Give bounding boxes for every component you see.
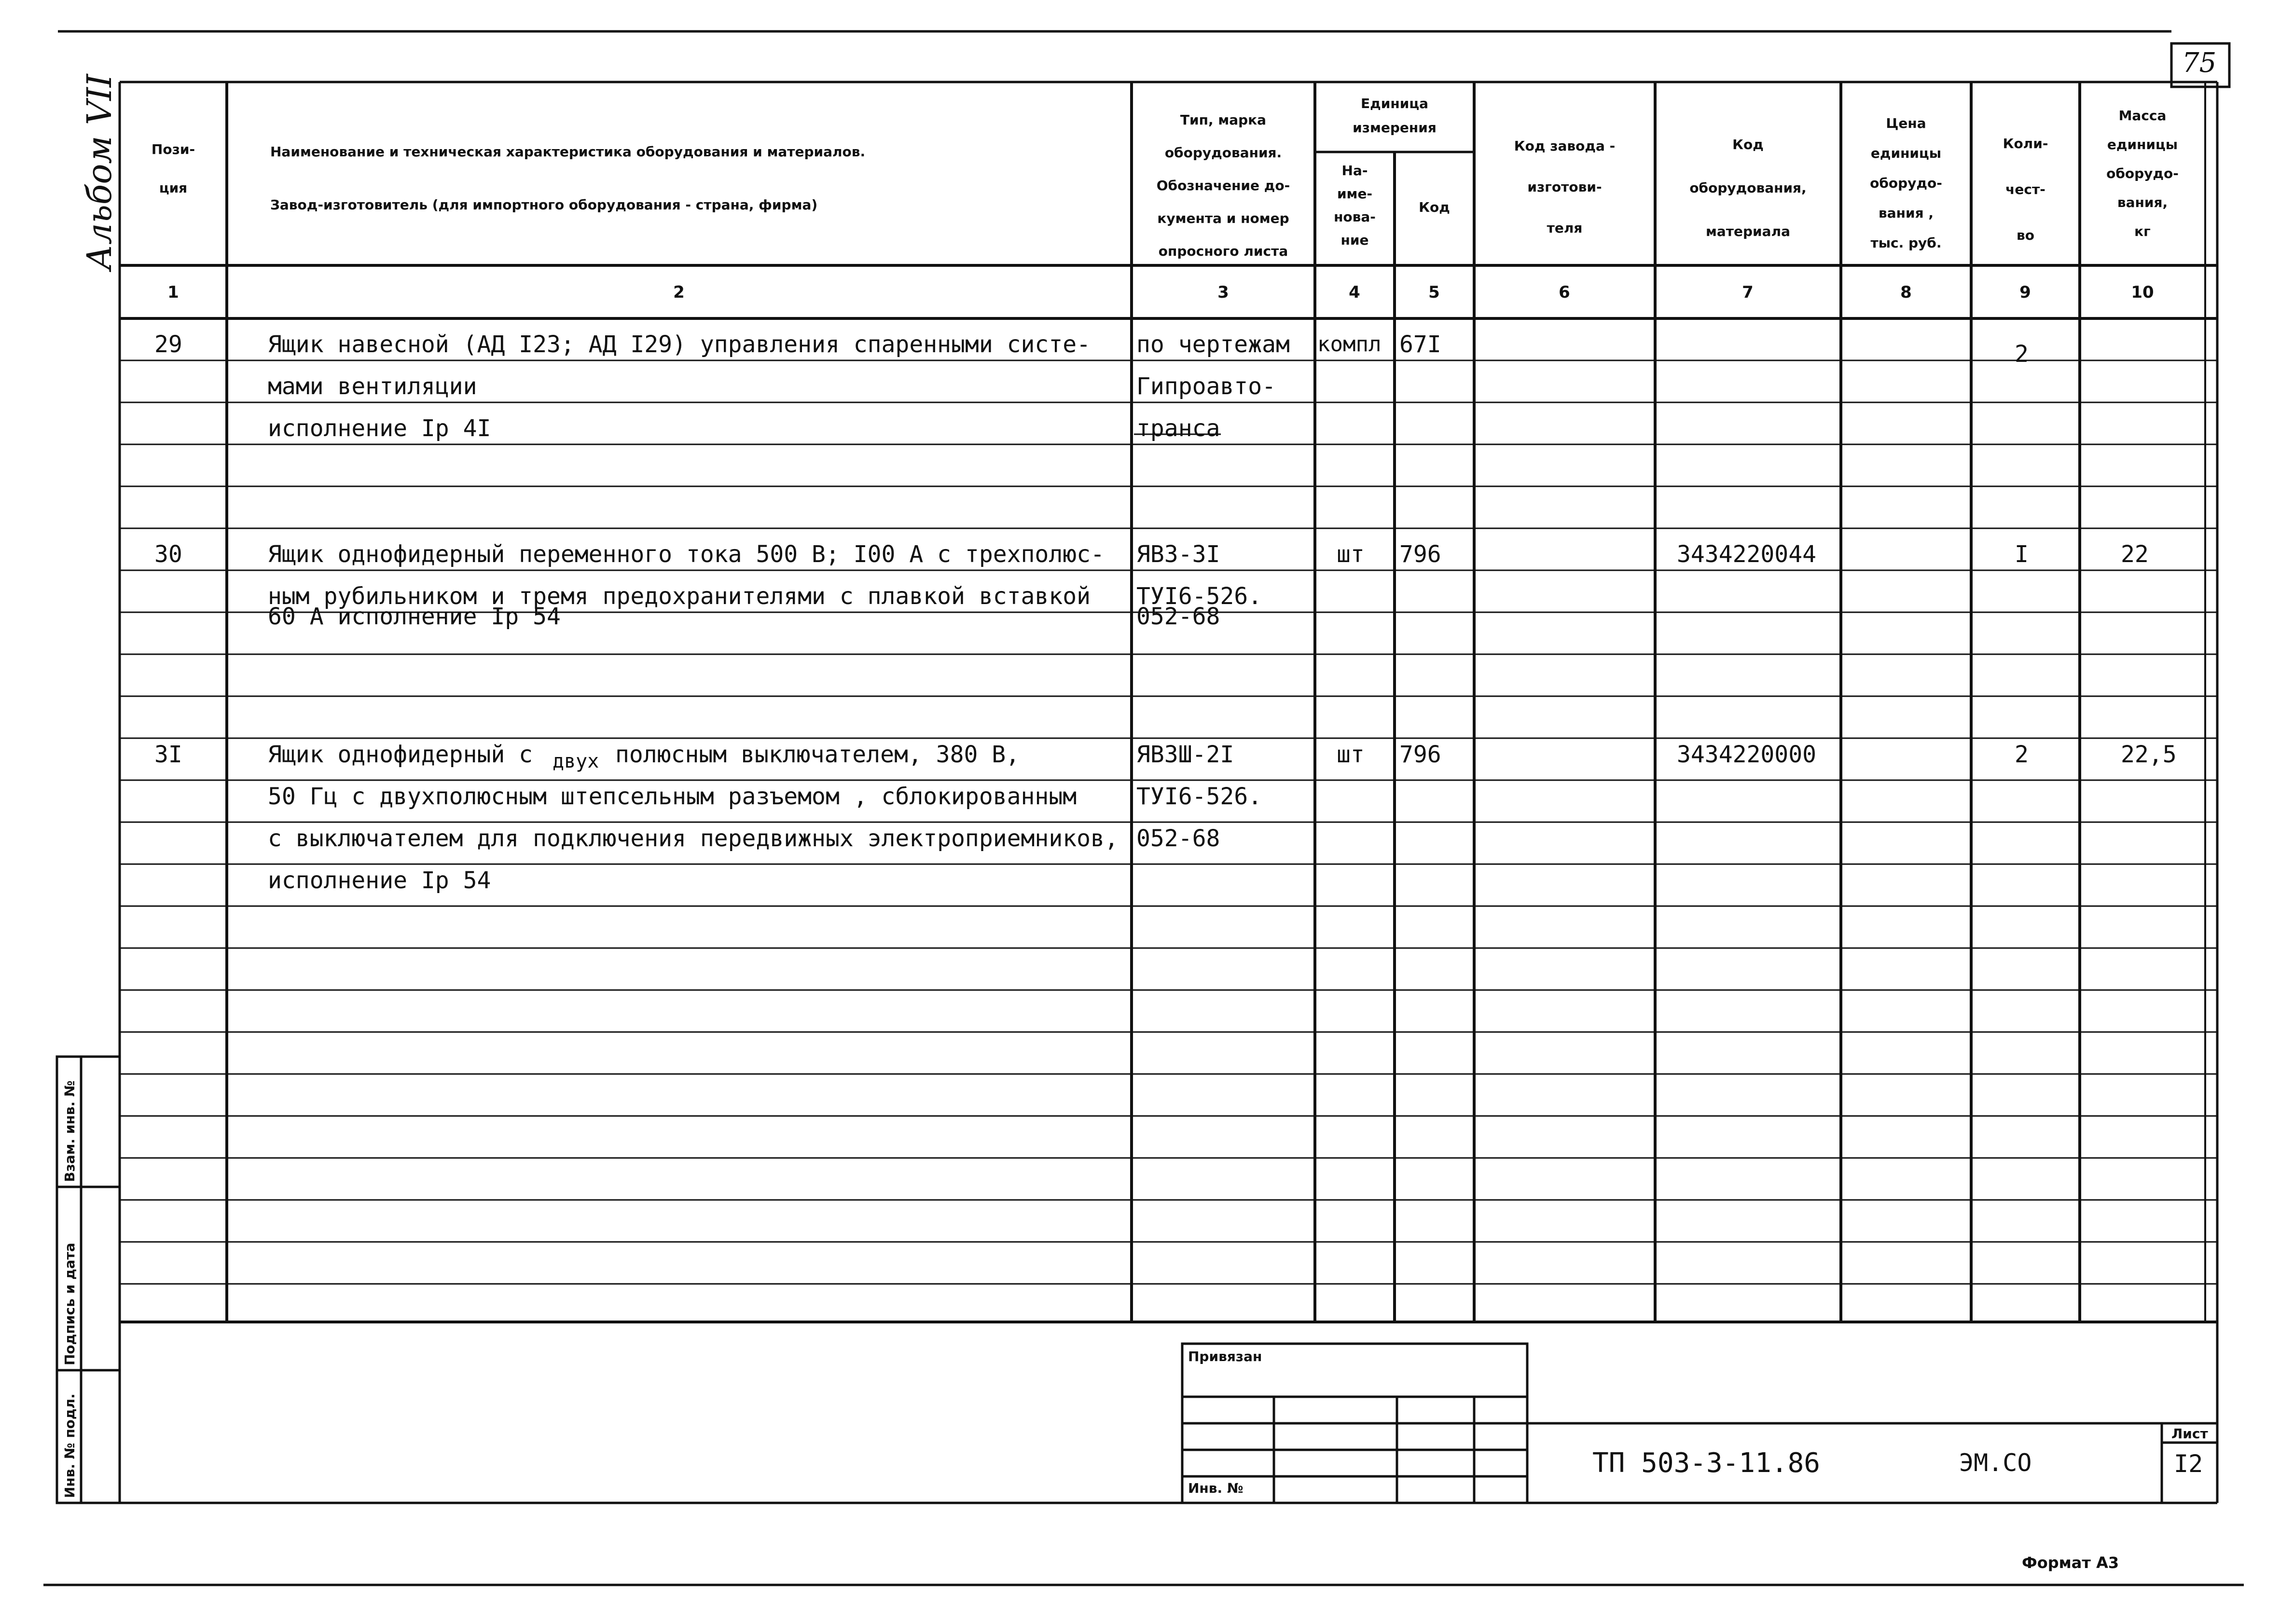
column-number: 1 [167,283,179,302]
item-name-line: Ящик однофидерный с [268,741,533,768]
item-equipment-code: 3434220044 [1677,541,1816,568]
column-number: 2 [673,283,685,302]
header-price-line: тыс. руб. [1870,235,1942,251]
header-unit-code-line: Код [1419,199,1450,215]
header-unit-name-line: На- [1341,163,1368,179]
header-unit-name-line: ние [1340,232,1369,248]
item-type-line: ТУI6-526. [1136,583,1262,610]
header-type-line: Тип, марка [1180,112,1267,128]
header-factory-code-line: Код завода - [1514,138,1616,154]
header-mass-line: Масса [2118,108,2167,124]
column-number: 3 [1217,283,1229,302]
item-unit-name: шт [1337,741,1365,768]
item-name-line: 60 А исполнение Ip 54 [268,603,561,630]
item-name-line: Ящик навесной (АД I23; АД I29) управления спаренными систе- [268,331,1091,358]
item-unit-name: компл [1317,332,1382,357]
header-equipment-code-line: оборудования, [1689,180,1807,196]
header-position-line: Пози- [151,141,195,157]
document-mark: ЭМ.СО [1959,1449,2032,1477]
column-number: 9 [2019,283,2031,302]
header-equipment-code-line: материала [1706,223,1790,239]
header-price-line: вания , [1879,205,1934,221]
item-position: 30 [154,541,182,568]
format-label: Формат А3 [2022,1554,2119,1572]
sheet-label: Лист [2171,1426,2208,1442]
item-name-line: с выключателем для подключения передвижных электроприемников, [268,825,1119,852]
side-stamp-vzam-inv: Взам. инв. № [62,1080,78,1182]
album-label: Альбом VII [80,74,119,270]
item-unit-code: 796 [1399,541,1441,568]
header-equipment-code-line: Код [1732,137,1764,152]
column-number: 10 [2131,283,2154,302]
header-quantity-line: чест- [2005,181,2045,197]
header-position-line: ция [159,180,188,196]
header-unit-name-line: име- [1337,186,1373,202]
side-stamp-inv-podl: Инв. № подл. [62,1393,78,1498]
header-mass-line: вания, [2117,194,2168,210]
side-stamp-signature-date: Подпись и дата [62,1242,78,1365]
item-type-line: Гипроавто- [1136,373,1276,400]
sheet-value: I2 [2174,1450,2203,1478]
header-price-line: единицы [1870,145,1942,161]
item-name-line: Ящик однофидерный переменного тока 500 В; I00 А с трехполюс- [268,541,1105,568]
sheet-number: 75 [2182,47,2217,79]
header-unit-group-line: измерения [1353,120,1437,136]
item-name-line: исполнение Ip 4I [268,415,491,442]
header-mass-line: оборудо- [2106,165,2179,181]
header-mass-line: единицы [2107,137,2178,152]
header-price-line: оборудо- [1870,175,1942,191]
column-number: 5 [1428,283,1440,302]
column-number: 8 [1900,283,1912,302]
item-type-line: 052-68 [1136,603,1220,630]
item-unit-code: 796 [1399,741,1441,768]
item-name-line: ным рубильником и тремя предохранителями с плавкой вставкой [268,583,1091,610]
item-type-line: 052-68 [1136,825,1220,852]
item-type-line: транса [1136,415,1220,442]
item-position: 29 [154,331,182,358]
item-name-line: полюсным выключателем, 380 В, [615,741,1020,768]
header-type-line: Обозначение до- [1156,178,1290,193]
header-name-line: Наименование и техническая характеристика оборудования и материалов. [270,144,866,160]
header-name-line: Завод-изготовитель (для импортного оборудования - страна, фирма) [270,197,818,213]
item-position: 3I [154,741,182,768]
header-type-line: кумента и номер [1157,210,1289,226]
item-quantity: 2 [2015,741,2029,768]
document-code: ТП 503-3-11.86 [1592,1447,1821,1479]
item-name-line: исполнение Ip 54 [268,867,491,894]
item-type-line: ЯВЗ-3I [1136,541,1220,568]
column-number: 7 [1742,283,1754,302]
column-number: 4 [1349,283,1360,302]
header-mass-line: кг [2134,223,2151,239]
header-factory-code-line: теля [1547,220,1583,236]
item-unit-code: 67I [1399,331,1441,358]
column-number: 6 [1559,283,1570,302]
header-price-line: Цена [1886,115,1926,131]
item-type-line: ЯВЗШ-2I [1136,741,1234,768]
privyazan-label: Привязан [1188,1349,1262,1364]
item-mass: 22,5 [2121,741,2177,768]
inv-no-label: Инв. № [1188,1480,1244,1496]
header-quantity-line: во [2017,227,2034,243]
item-name-line: 50 Гц с двухполюсным штепсельным разъемом , сблокированным [268,783,1077,810]
item-quantity: 2 [2015,341,2029,368]
item-quantity: I [2015,541,2029,568]
header-type-line: оборудования. [1164,145,1282,161]
header-type-line: опросного листа [1158,243,1288,259]
item-type-line: ТУI6-526. [1136,783,1262,810]
header-factory-code-line: изготови- [1527,179,1602,195]
item-unit-name: шт [1337,541,1365,568]
header-unit-name-line: нова- [1334,209,1376,225]
item-name-line: двух [553,750,599,772]
item-name-line: мами вентиляции [268,373,477,400]
item-equipment-code: 3434220000 [1677,741,1816,768]
item-mass: 22 [2121,541,2149,568]
header-unit-group-line: Единица [1361,96,1428,111]
item-type-line: по чертежам [1136,331,1290,358]
header-quantity-line: Коли- [2003,136,2048,151]
